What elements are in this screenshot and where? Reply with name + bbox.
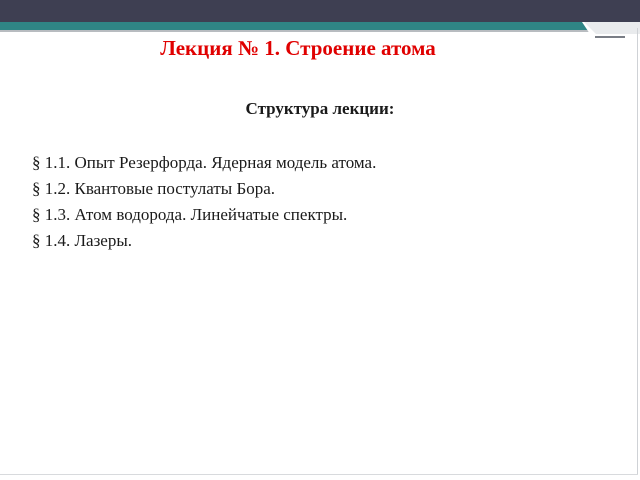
outline-item: § 1.4. Лазеры. — [32, 231, 133, 250]
slide-subtitle — [0, 99, 640, 119]
slide-right-edge — [637, 28, 638, 474]
slide-bottom-edge — [0, 474, 638, 475]
outline-item: § 1.1. Опыт Резерфорда. Ядерная модель атома. — [32, 153, 377, 172]
lecture-outline-list — [32, 150, 376, 254]
slide-title — [0, 36, 640, 61]
header-bar-dark — [0, 0, 640, 22]
outline-item: § 1.3. Атом водорода. Линейчатые спектры. — [32, 205, 348, 224]
header-bar-teal — [0, 22, 640, 30]
outline-item: § 1.2. Квантовые постулаты Бора. — [32, 179, 276, 198]
header-bar-gray — [0, 30, 640, 32]
slide-subtitle-text: Структура лекции: — [245, 99, 395, 118]
slide-title-text: Лекция № 1. Строение атома — [160, 36, 436, 60]
